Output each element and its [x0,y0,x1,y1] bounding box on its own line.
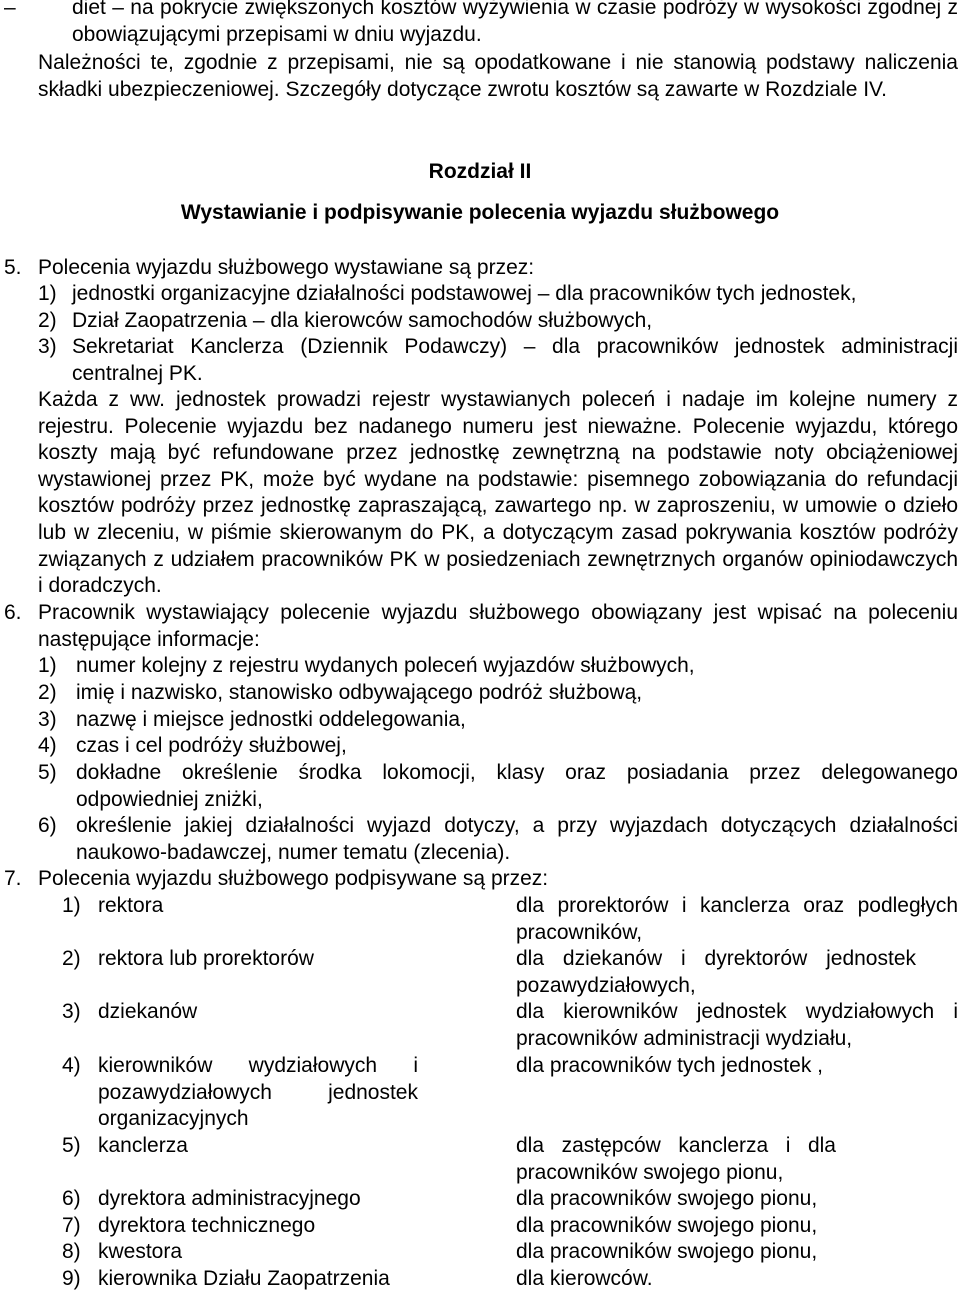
s7-row-4-number: 4) [62,1054,81,1077]
s5-item-1-text: jednostki organizacyjne działalności podstawowej – dla pracowników tych jednostek, [72,282,857,305]
s7-row-6-number: 6) [62,1187,81,1210]
s7-row-4-scope: dla pracowników tych jednostek , [516,1054,823,1077]
s7-row-3-number: 3) [62,1000,81,1023]
section-6-lead: Pracownik wystawiający polecenie wyjazdu służbowego obowiązany jest wpisać na poleceniu następujące informacje: [38,601,958,651]
s6-item-2-number: 2) [38,681,57,704]
section-7-lead: Polecenia wyjazdu służbowego podpisywane są przez: [38,867,549,890]
s7-row-3-scope: dla kierowników jednostek wydziałowych i pracowników administracji wydziału, [516,1000,958,1050]
s6-item-5-number: 5) [38,761,57,784]
s6-item-1-text: numer kolejny z rejestru wydanych poleceń wyjazdów służbowych, [76,654,695,677]
s7-row-7-scope: dla pracowników swojego pionu, [516,1214,818,1237]
s5-item-3-text: Sekretariat Kanclerza (Dziennik Podawczy) – dla pracowników jednostek administracji centralnej PK. [72,335,958,385]
s7-row-9-signer: kierownika Działu Zaopatrzenia [98,1267,390,1290]
diet-line: diet – na pokrycie zwiększonych kosztów wyżywienia w czasie podróży w wysokości zgodnej z obowiązującymi przepisami w dniu wyjazdu. [72,0,958,46]
s6-item-6-text: określenie jakiej działalności wyjazd dotyczy, a przy wyjazdach dotyczących działalności naukowo-badawczej, numer tematu (zlecenia). [76,814,958,864]
s6-item-1-number: 1) [38,654,57,677]
s6-item-6-number: 6) [38,814,57,837]
s7-row-2-scope: dla dziekanów i dyrektorów jednostek pozawydziałowych, [516,947,916,997]
section-5-body: Każda z ww. jednostek prowadzi rejestr wystawianych poleceń i nadaje im kolejne numery z rejestru. Polecenie wyjazdu bez nadanego numeru jest nieważne. Polecenie wyjazdu, którego koszty mają być refundowane przez jednostkę zewnętrzną na podstawie noty obciążeniowej wystawionej przez PK, może być wydane na podstawie: pisemnego zobowiązania do refundacji kosztów podróży przez jednostkę zapraszającą, zawartego np. w zaproszeniu, w umowie o dzieło lub w zleceniu, w piśmie skierowanym do PK, a dotyczącym zasad pokrywania kosztów podróży związanych z udziałem pracowników PK w posiedzeniach zewnętrznych organów opiniodawczych i doradczych. [38,388,958,598]
s7-row-8-number: 8) [62,1240,81,1263]
s7-row-4-signer: kierowników wydziałowych i pozawydziałowych jednostek organizacyjnych [98,1054,418,1131]
s5-item-3-number: 3) [38,335,57,358]
section-5-lead: Polecenia wyjazdu służbowego wystawiane są przez: [38,256,535,279]
s6-item-5-text: dokładne określenie środka lokomocji, klasy oraz posiadania przez delegowanego odpowiedniej zniżki, [76,761,958,811]
s6-item-3-text: nazwę i miejsce jednostki oddelegowania, [76,708,466,731]
s7-row-9-scope: dla kierowców. [516,1267,653,1290]
s7-row-3-signer: dziekanów [98,1000,198,1023]
s7-row-2-signer: rektora lub prorektorów [98,947,314,970]
s7-row-5-scope: dla zastępców kanclerza i dla pracowników swojego pionu, [516,1134,836,1184]
s7-row-8-scope: dla pracowników swojego pionu, [516,1240,818,1263]
chapter-title: Wystawianie i podpisywanie polecenia wyjazdu służbowego [180,201,780,224]
section-6-number: 6. [4,601,22,624]
s5-item-2-text: Dział Zaopatrzenia – dla kierowców samochodów służbowych, [72,309,653,332]
s7-row-8-signer: kwestora [98,1240,183,1263]
s7-row-6-signer: dyrektora administracyjnego [98,1187,361,1210]
s7-row-2-number: 2) [62,947,81,970]
section-7-number: 7. [4,867,22,890]
s7-row-5-signer: kanclerza [98,1134,188,1157]
s7-row-9-number: 9) [62,1267,81,1290]
s7-row-1-number: 1) [62,894,81,917]
s7-row-7-number: 7) [62,1214,81,1237]
s7-row-5-number: 5) [62,1134,81,1157]
s7-row-1-signer: rektora [98,894,164,917]
section-5-number: 5. [4,256,22,279]
s6-item-3-number: 3) [38,708,57,731]
s7-row-6-scope: dla pracowników swojego pionu, [516,1187,818,1210]
s7-row-1-scope: dla prorektorów i kanclerza oraz podległych pracowników, [516,894,958,944]
s5-item-2-number: 2) [38,309,57,332]
s5-item-1-number: 1) [38,282,57,305]
chapter-number: Rozdział II [428,160,532,183]
s6-item-4-number: 4) [38,734,57,757]
bullet-dash: – [4,0,16,19]
s7-row-7-signer: dyrektora technicznego [98,1214,316,1237]
s6-item-4-text: czas i cel podróży służbowej, [76,734,347,757]
s6-item-2-text: imię i nazwisko, stanowisko odbywającego podróż służbową, [76,681,643,704]
intro-paragraph: Należności te, zgodnie z przepisami, nie są opodatkowane i nie stanowią podstawy naliczenia składki ubezpieczeniowej. Szczegóły dotyczące zwrotu kosztów są zawarte w Rozdziale IV. [38,51,958,101]
